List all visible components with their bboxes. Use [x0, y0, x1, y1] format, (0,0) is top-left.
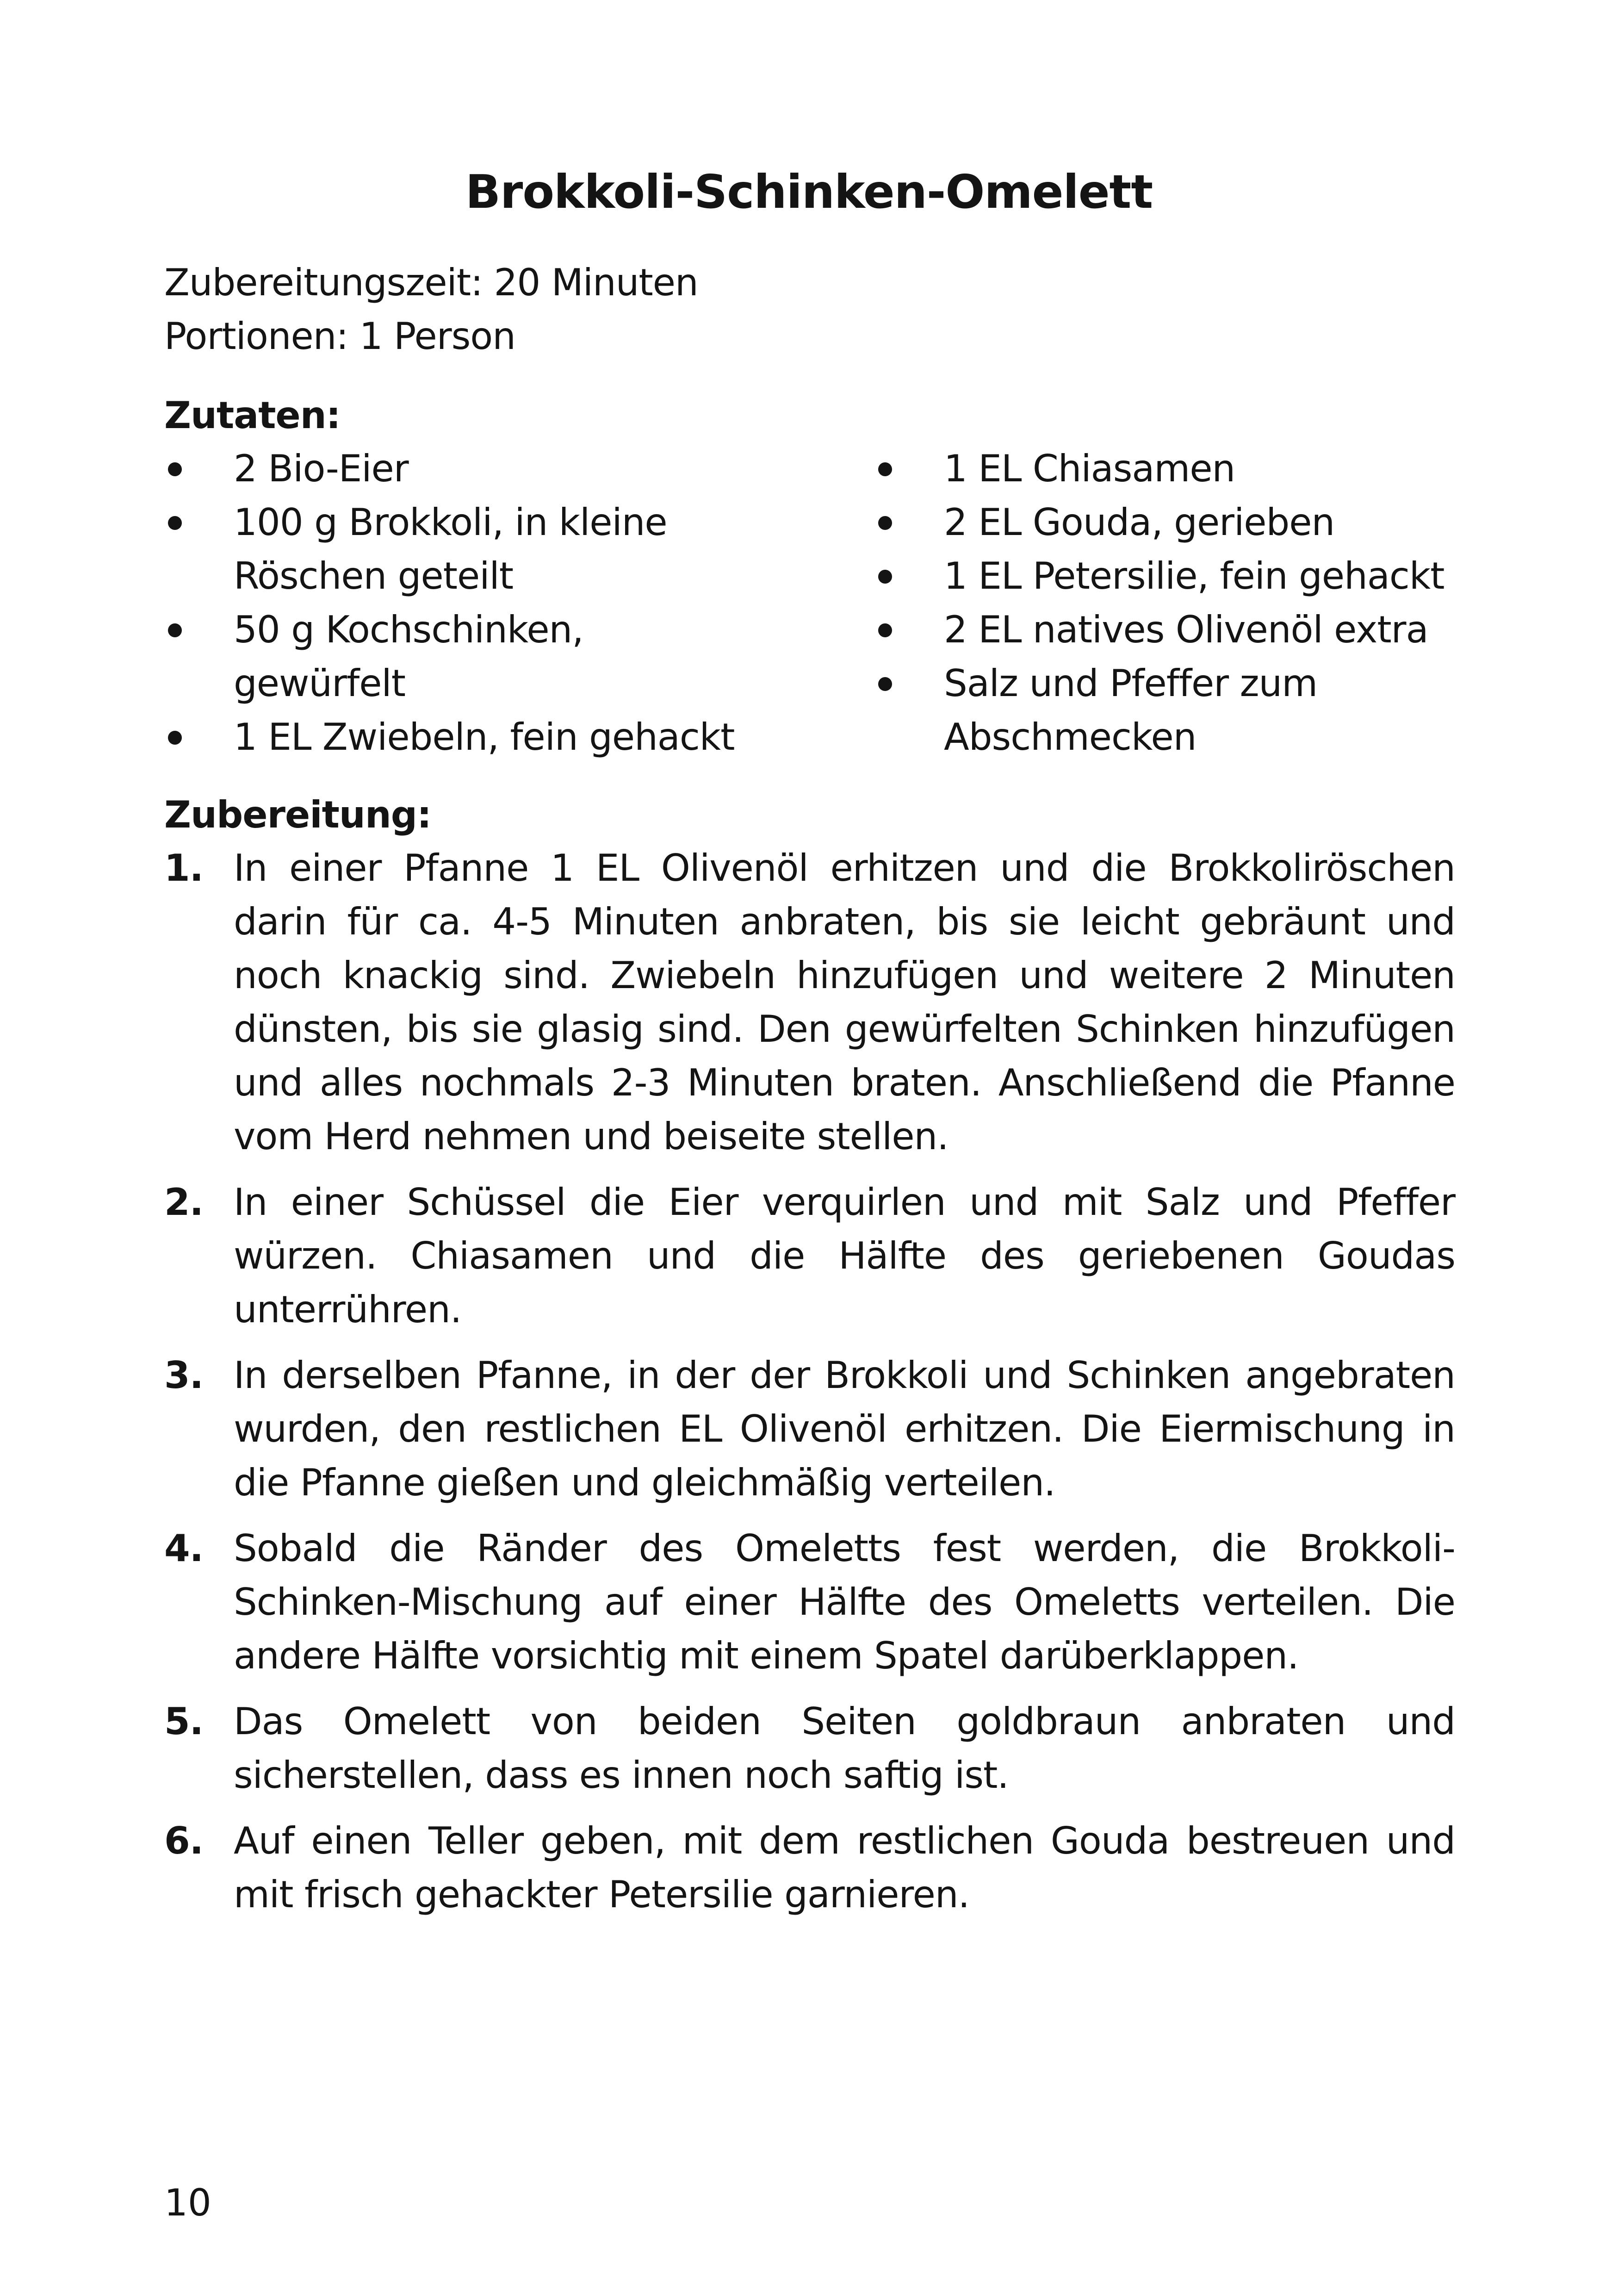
bullet-icon	[878, 623, 892, 637]
bullet-icon	[168, 731, 182, 745]
step-item	[164, 1814, 1455, 1922]
portions: Portionen: 1 Person	[164, 315, 515, 358]
bullet-icon	[878, 570, 892, 584]
ingredient-text: 2 EL Gouda, gerieben	[944, 501, 1335, 544]
recipe-title: Brokkoli-Schinken-Omelett	[465, 165, 1153, 219]
ingredient-item	[164, 496, 747, 603]
step-number: 6.	[164, 1819, 204, 1862]
bullet-icon	[878, 462, 892, 476]
step-item	[164, 1522, 1455, 1683]
step-text: In derselben Pfanne, in der der Brokkoli und Schinken angebraten wurden, den restlichen EL Olivenöl erhitzen. Die Eiermischung in die Pfanne gießen und gleichmäßig verteilen.	[234, 1354, 1455, 1504]
step-number: 4.	[164, 1527, 204, 1570]
bullet-icon	[878, 677, 892, 691]
preparation-heading: Zubereitung:	[164, 793, 432, 836]
ingredient-item	[874, 496, 1485, 549]
bullet-icon	[168, 623, 182, 637]
step-text: In einer Pfanne 1 EL Olivenöl erhitzen und die Brokkoliröschen darin für ca. 4-5 Minuten anbraten, bis sie leicht gebräunt und noch knackig sind. Zwiebeln hinzufügen und weitere 2 Minuten dünsten, bis sie glasig sind. Den gewürfelten Schinken hinzufügen und alles nochmals 2-3 Minuten braten. Anschließend die Pfanne vom Herd nehmen und beiseite stellen.	[234, 846, 1455, 1158]
ingredient-item	[874, 549, 1485, 603]
ingredient-text: 1 EL Chiasamen	[944, 447, 1235, 490]
step-number: 1.	[164, 846, 204, 890]
step-text: Sobald die Ränder des Omeletts fest werden, die Brokkoli-Schinken-Mischung auf einer Hälfte des Omeletts verteilen. Die andere Hälfte vorsichtig mit einem Spatel darüberklappen.	[234, 1527, 1455, 1677]
ingredient-item	[164, 603, 747, 710]
ingredient-text: 2 EL natives Olivenöl extra	[944, 608, 1428, 651]
bullet-icon	[168, 462, 182, 476]
ingredient-text: 1 EL Petersilie, fein gehackt	[944, 554, 1444, 597]
step-number: 5.	[164, 1700, 204, 1743]
ingredient-item	[164, 710, 747, 764]
ingredient-item	[874, 657, 1485, 764]
step-item	[164, 841, 1455, 1164]
ingredients-list-left	[164, 442, 747, 764]
ingredients-list-right	[874, 442, 1485, 764]
step-number: 2.	[164, 1181, 204, 1224]
ingredient-text: 2 Bio-Eier	[234, 447, 409, 490]
ingredient-item	[874, 442, 1485, 496]
ingredient-item	[164, 442, 747, 496]
bullet-icon	[168, 516, 182, 530]
ingredient-item	[874, 603, 1485, 657]
page-number: 10	[164, 2181, 211, 2224]
step-text: Das Omelett von beiden Seiten goldbraun anbraten und sicherstellen, dass es innen noch saftig ist.	[234, 1700, 1455, 1797]
ingredient-text: Salz und Pfeffer zum Abschmecken	[944, 662, 1318, 759]
step-item	[164, 1695, 1455, 1802]
step-number: 3.	[164, 1354, 204, 1397]
ingredient-text: 100 g Brokkoli, in kleine Röschen geteilt	[234, 501, 667, 597]
step-item	[164, 1176, 1455, 1337]
prep-time: Zubereitungszeit: 20 Minuten	[164, 261, 698, 304]
preparation-steps	[164, 841, 1455, 1934]
step-item	[164, 1349, 1455, 1510]
step-text: Auf einen Teller geben, mit dem restlichen Gouda bestreuen und mit frisch gehackter Petersilie garnieren.	[234, 1819, 1455, 1916]
step-text: In einer Schüssel die Eier verquirlen und mit Salz und Pfeffer würzen. Chiasamen und die Hälfte des geriebenen Goudas unterrühren.	[234, 1181, 1455, 1331]
bullet-icon	[878, 516, 892, 530]
ingredient-text: 1 EL Zwiebeln, fein gehackt	[234, 716, 735, 759]
ingredient-text: 50 g Kochschinken, gewürfelt	[234, 608, 583, 705]
ingredients-heading: Zutaten:	[164, 394, 341, 437]
